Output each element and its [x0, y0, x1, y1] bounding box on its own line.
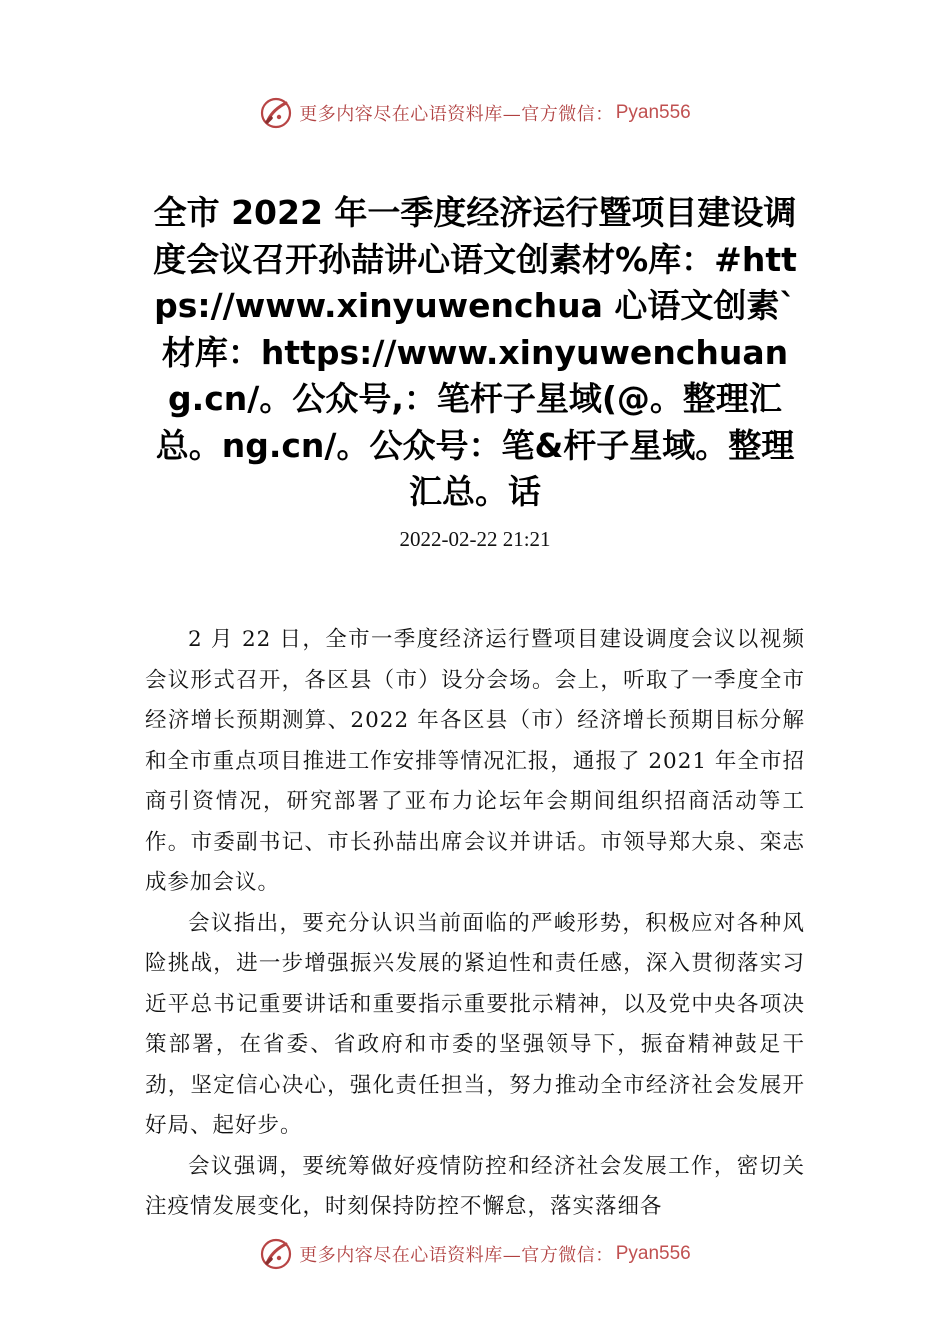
banner-wechat-id: Pyan556: [615, 102, 691, 123]
article-date: 2022-02-22 21:21: [399, 527, 551, 551]
banner-wechat-id: Pyan556: [615, 1243, 691, 1264]
paragraph-1: 2 月 22 日，全市一季度经济运行暨项目建设调度会议以视频会议形式召开，各区县（市）设分会场。会上，听取了一季度全市经济增长预期测算、2022 年各区县（市）经济增长预期目标分解和全市重点项目推进工作安排等情况汇报，通报了 2021 年全市招商引资情况，研究部署了亚布力论坛年会期间组织招商活动等工作。市委副书记、市长孙喆出席会议并讲话。市领导郑大泉、栾志成参加会议。: [145, 627, 805, 895]
article-title: 全市 2022 年一季度经济运行暨项目建设调度会议召开孙喆讲心语文创素材%库：#https://www.xinyuwenchua 心语文创素`材库：https://www.xinyuwenchuang.cn/。公众号,：笔杆子星域(@。整理汇总。ng.cn/。公众号：笔&杆子星域。整理汇总。话: [153, 193, 797, 511]
banner-text: 更多内容尽在心语资料库—官方微信：: [299, 104, 614, 125]
brush-pen-logo-icon: [259, 96, 293, 130]
footer-banner: [0, 1234, 950, 1274]
paragraph-3: 会议强调，要统筹做好疫情防控和经济社会发展工作，密切关注疫情发展变化，时刻保持防控不懈怠，落实落细各: [145, 1153, 805, 1219]
banner-text: 更多内容尽在心语资料库—官方微信：: [299, 1245, 614, 1266]
article-body: [145, 620, 805, 1228]
brush-pen-logo-icon: [259, 1237, 293, 1271]
paragraph-2: 会议指出，要充分认识当前面临的严峻形势，积极应对各种风险挑战，进一步增强振兴发展的紧迫性和责任感，深入贯彻落实习近平总书记重要讲话和重要指示重要批示精神，以及党中央各项决策部署，在省委、省政府和市委的坚强领导下，振奋精神鼓足干劲，坚定信心决心，强化责任担当，努力推动全市经济社会发展开好局、起好步。: [145, 910, 805, 1138]
header-banner: [0, 93, 950, 133]
